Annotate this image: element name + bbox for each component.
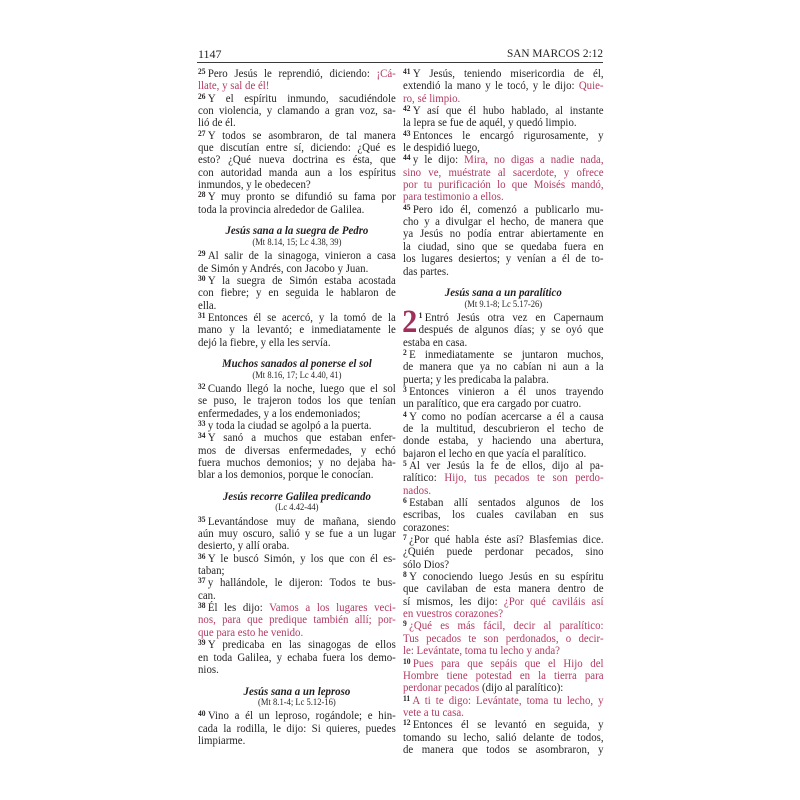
verse-text: (dijo al paralítico): — [478, 680, 563, 695]
section-heading-block — [198, 490, 396, 515]
words-of-jesus: perdonar pecados — [402, 680, 479, 695]
verse-number: 30 — [198, 273, 206, 283]
verse-text: E inmediatamente se juntaron muchos, — [408, 346, 604, 361]
section-heading-block — [198, 685, 396, 710]
verse — [198, 638, 396, 675]
words-of-jesus: Hombre tiene potestad en la tierra para — [402, 667, 604, 682]
verse — [198, 92, 396, 129]
words-of-jesus: ¿Qué es más fácil, decir al paralítico: — [408, 618, 604, 633]
verse — [198, 382, 396, 419]
verse-text: extendió la mano y le tocó, y le dijo: — [402, 78, 579, 93]
verse-number: 8 — [402, 570, 407, 580]
verse-text: y le dijo: — [412, 152, 464, 167]
verse-number: 37 — [198, 576, 206, 586]
verse-number: 28 — [198, 190, 206, 200]
verse-text: das partes. — [402, 263, 449, 278]
verse-number: 5 — [402, 459, 407, 468]
verse-text: le despidió luego, — [402, 140, 480, 155]
text-line — [403, 743, 604, 755]
verse — [403, 570, 604, 619]
text-line — [198, 286, 396, 298]
verse — [198, 249, 396, 274]
verse-text: lió de él. — [198, 115, 236, 130]
verse-number: 45 — [402, 202, 411, 212]
words-of-jesus: A ti te digo: Levántate, toma tu lecho, y — [411, 692, 604, 707]
verse — [403, 203, 604, 277]
verse-text: desierto, y allí oraba. — [198, 538, 290, 553]
verse-number: 7 — [402, 533, 407, 543]
verse-text: enfermedades, y a los endemoniados; — [198, 405, 361, 420]
section-heading: Jesús sana a un leproso — [243, 683, 351, 698]
verse-number: 4 — [402, 409, 407, 419]
words-of-jesus: Quie- — [578, 78, 604, 93]
verse-number: 36 — [198, 551, 206, 561]
verse-text: un paralítico, que era cargado por cuatro. — [402, 396, 581, 411]
verse-number: 44 — [402, 153, 411, 163]
section-heading-block — [198, 357, 396, 382]
text-line — [403, 471, 604, 483]
verse — [403, 153, 604, 202]
verse-text: después de algunos días; y se oyó que — [418, 322, 604, 337]
verse-text: y toda la ciudad se agolpó a la puerta. — [207, 417, 372, 432]
verse-text: con fiebre; y en seguida le hablaron de — [198, 285, 396, 300]
words-of-jesus: nados. — [402, 482, 431, 497]
verse-text: Y sanó a muchos que estaban enfer- — [207, 430, 396, 445]
words-of-jesus: ¡Cá- — [376, 66, 396, 80]
verse — [403, 718, 604, 755]
verse-number: 9 — [402, 619, 407, 629]
verse-text: que cavilaban de esta manera dentro de — [402, 581, 604, 596]
verse-text: de manera que ya no cabían ni aun a la — [402, 359, 604, 374]
verse — [198, 67, 396, 92]
words-of-jesus: le: Levántate, toma tu lecho y anda? — [402, 643, 560, 658]
verse — [198, 311, 396, 348]
verse-text: donde estaba, y haciendo una abertura, — [402, 433, 604, 448]
verse-text: se puso, le trajeron todos los que tenían — [198, 393, 396, 408]
verse — [403, 459, 604, 496]
words-of-jesus: Vamos a los lugares veci- — [269, 600, 396, 615]
verse — [198, 190, 396, 215]
parallel-references: (Mt 8.1-4; Lc 5.12-16) — [258, 697, 336, 708]
verse — [403, 129, 604, 154]
words-of-jesus: Mira, no digas a nadie nada, — [463, 152, 604, 167]
running-head: SAN MARCOS 2:12 — [506, 48, 603, 60]
verse-number: 3 — [402, 384, 407, 394]
verse-text: los lugares desiertos; y venían a él de to- — [402, 251, 604, 266]
verse-number: 1 — [418, 310, 422, 320]
verse-text: con violencia, y clamando a gran voz, sa- — [198, 103, 396, 118]
words-of-jesus: Hijo, tus pecados te son perdo- — [443, 470, 604, 485]
text-line — [198, 552, 396, 564]
verse-text: Y como no podían acercarse a él a causa — [408, 408, 604, 423]
parallel-references: (Mt 8.16, 17; Lc 4.40, 41) — [252, 370, 342, 381]
verse-text: cada la rodilla, le dijo: Si quieres, puedes — [198, 720, 396, 735]
verse-text: toda la provincia alrededor de Galilea. — [198, 201, 365, 216]
verse-text: Pero ido él, comenzó a publicarlo mu- — [412, 201, 604, 216]
text-line — [198, 576, 396, 588]
section-heading: Jesús sana a la suegra de Pedro — [225, 223, 369, 238]
verse-text: Y predicaba en las sinagogas de ellos — [207, 637, 396, 652]
verse-text: ralítico: — [402, 470, 444, 485]
verse-text: de la multitud, descubrieron el techo de — [402, 420, 604, 435]
verse-number: 43 — [402, 128, 411, 138]
left-column — [198, 67, 396, 746]
parallel-references: (Mt 9.1-8; Lc 5.17-26) — [463, 299, 542, 310]
verse-text: Al salir de la sinagoga, vinieron a casa — [207, 248, 396, 263]
section-heading: Muchos sanados al ponerse el sol — [221, 356, 372, 371]
text-line — [198, 203, 396, 215]
verse — [198, 709, 396, 746]
parallel-references: (Lc 4.42-44) — [275, 503, 319, 514]
verse-text: blar a los demonios, porque le conocían. — [198, 467, 374, 482]
verse-text: Y le buscó Simón, y los que con él es- — [207, 550, 396, 565]
verse — [198, 601, 396, 638]
text-line — [403, 265, 604, 277]
verse-number: 12 — [402, 718, 411, 728]
verse — [403, 410, 604, 459]
words-of-jesus: Tus pecados te son perdonados, o decir- — [402, 630, 604, 645]
verse — [403, 348, 604, 385]
verse-text: tomando su lecho, salió delante de todos, — [402, 729, 604, 744]
verse-number: 33 — [198, 418, 206, 428]
verse-text: aún muy oscuro, salió y se fue a un lugar — [198, 526, 396, 541]
verse-text: ella. — [198, 297, 217, 312]
verse-text: y hallándole, le dijeron: Todos te bus- — [207, 575, 396, 590]
words-of-jesus: en vuestros corazones? — [402, 606, 503, 621]
verse-text: Y Jesús, teniendo misericordia de él, — [412, 66, 604, 80]
verse-text: de Simón y Andrés, con Jacobo y Juan. — [198, 260, 369, 275]
words-of-jesus: que para esto he venido. — [198, 624, 304, 639]
text-line — [198, 663, 396, 675]
verse-number: 42 — [402, 104, 411, 114]
words-of-jesus: llate, y sal de él! — [198, 78, 270, 93]
verse — [403, 496, 604, 533]
words-of-jesus: ¿Por qué caviláis así — [503, 593, 604, 608]
verse — [403, 657, 604, 694]
verse-text: ¿Por qué habla éste así? Blasfemias dice. — [408, 532, 604, 547]
verse-text: inmundos, y le obedecen? — [198, 177, 311, 192]
right-column — [403, 67, 604, 755]
verse-text: dejó la fiebre, y ella les servía. — [198, 334, 331, 349]
header-rule — [197, 62, 603, 63]
section-heading: Jesús sana a un paralítico — [444, 285, 562, 300]
verse-text: Cuando llegó la noche, luego que el sol — [207, 380, 396, 395]
verse — [198, 576, 396, 601]
verse-number: 2 — [402, 347, 407, 357]
verse-text: nios. — [198, 661, 219, 676]
verse-text: corazones: — [402, 519, 449, 534]
text-line — [198, 734, 396, 746]
verse-number: 38 — [198, 601, 206, 611]
verse-text: mos de diversas enfermedades, y echó — [198, 442, 396, 457]
verse-text: escribas, los cuales cavilaban en sus — [402, 507, 604, 522]
verse-text: sí mismos, les dijo: — [402, 593, 504, 608]
verse-text: Entonces vinieron a él unos trayendo — [408, 383, 604, 398]
verse — [198, 515, 396, 552]
verse — [403, 533, 604, 570]
verse — [198, 129, 396, 191]
verse-text: Entonces él se acercó, y la tomó de la — [207, 309, 396, 324]
verse-text: Y así que él hubo hablado, al instante — [412, 103, 604, 118]
verse-number: 40 — [198, 709, 206, 719]
verse-text: la ciudad, sino que se quedaba fuera en — [402, 238, 604, 253]
verse-number: 31 — [198, 310, 206, 320]
verse — [198, 274, 396, 311]
words-of-jesus: vete a tu casa. — [402, 704, 464, 719]
verse-number: 10 — [402, 656, 411, 666]
verse-text: can. — [198, 587, 216, 602]
page-number: 1147 — [198, 47, 222, 61]
chapter-number: 2 — [401, 304, 417, 341]
verse-text: taban; — [198, 563, 225, 578]
verse — [198, 552, 396, 577]
section-heading: Jesús recorre Galilea predicando — [222, 489, 371, 504]
verse-text: con autoridad manda aun a los espíritus — [198, 164, 396, 179]
words-of-jesus: sino ve, muéstrate al sacerdote, y ofrece — [402, 164, 604, 179]
verse-number: 6 — [402, 496, 407, 506]
verse-text: Y conociendo luego Jesús en su espíritu — [408, 569, 604, 584]
words-of-jesus: por tu purificación lo que Moisés mandó, — [402, 177, 604, 192]
verse-number: 34 — [198, 431, 206, 441]
verse-text: puerta; y les predicaba la palabra. — [402, 371, 549, 386]
verse-text: fuera muchos demonios; y no dejaba ha- — [198, 455, 396, 469]
verse — [403, 385, 604, 410]
words-of-jesus: ro, sé limpio. — [402, 90, 460, 105]
parallel-references: (Mt 8.14, 15; Lc 4.38, 39) — [252, 237, 342, 248]
verse-text: Vino a él un leproso, rogándole; e hin- — [207, 708, 396, 723]
verse-text: esto? ¿Qué nueva doctrina es ésta, que — [198, 152, 396, 167]
words-of-jesus: para testimonio a ellos. — [402, 189, 504, 204]
verse-number: 25 — [198, 67, 206, 76]
text-line — [198, 468, 396, 480]
verse-number: 32 — [198, 381, 206, 391]
verse-text: Entonces le encargó rigurosamente, y — [412, 127, 604, 142]
verse-text: mano y la levantó; e inmediatamente le — [198, 322, 396, 337]
verse-number: 26 — [198, 91, 206, 101]
words-of-jesus: Pues para que sepáis que el Hijo del — [412, 655, 604, 670]
verse-number: 11 — [402, 693, 410, 703]
verse-text: Estaban allí sentados algunos de los — [408, 495, 604, 510]
verse-number: 29 — [198, 249, 206, 259]
words-of-jesus: nos, para que predique también allí; por- — [198, 612, 396, 627]
verse — [403, 694, 604, 719]
verse-text: Él les dijo: — [207, 600, 270, 615]
verse-number: 27 — [198, 128, 206, 138]
verse-text: ya Jesús no podía entrar abiertamente en — [402, 226, 604, 241]
verse-text: Al ver Jesús la fe de ellos, dijo al pa- — [408, 458, 604, 472]
verse-text: Y el espíritu inmundo, sacudiéndole — [207, 90, 396, 105]
verse — [403, 67, 604, 104]
verse-text: de manera que todos se asombraron, y — [402, 741, 604, 756]
verse — [403, 619, 604, 656]
verse-text: Y muy pronto se difundió su fama por — [207, 189, 396, 204]
verse-text: Pero Jesús le reprendió, diciendo: — [207, 66, 377, 80]
verse-text: Y la suegra de Simón estaba acostada — [207, 272, 396, 287]
verse-text: limpiarme. — [198, 732, 246, 747]
verse-number: 39 — [198, 638, 206, 648]
verse-text: que discutían entre sí, diciendo: ¿Qué es — [198, 140, 396, 155]
verse-text: sólo Dios? — [402, 556, 449, 571]
section-heading-block — [198, 224, 396, 249]
verse-text: Entonces él se levantó en seguida, y — [412, 717, 604, 732]
verse-text: Entró Jesús otra vez en Capernaum — [424, 309, 604, 324]
verse-text: cho y a divulgar el hecho, de manera que — [402, 214, 604, 229]
section-heading-block — [403, 286, 604, 311]
text-line — [198, 651, 396, 663]
verse-text: bajaron el lecho en que yacía el paralítico. — [402, 445, 586, 460]
text-line — [198, 336, 396, 348]
verse — [403, 104, 604, 129]
verse-text: estaba en casa. — [402, 334, 467, 349]
verse-text: Y todos se asombraron, de tal manera — [207, 127, 396, 142]
verse-text: ¿Quién puede perdonar pecados, sino — [402, 544, 604, 559]
verse — [198, 431, 396, 480]
verse-number: 35 — [198, 514, 206, 524]
verse-number: 41 — [402, 67, 411, 76]
verse-text: Levantándose muy de mañana, siendo — [207, 513, 396, 528]
verse-text: la lepra se fue de aquél, y quedó limpio. — [402, 115, 577, 130]
verse-text: en toda Galilea, y echaba fuera los demo- — [198, 649, 396, 664]
